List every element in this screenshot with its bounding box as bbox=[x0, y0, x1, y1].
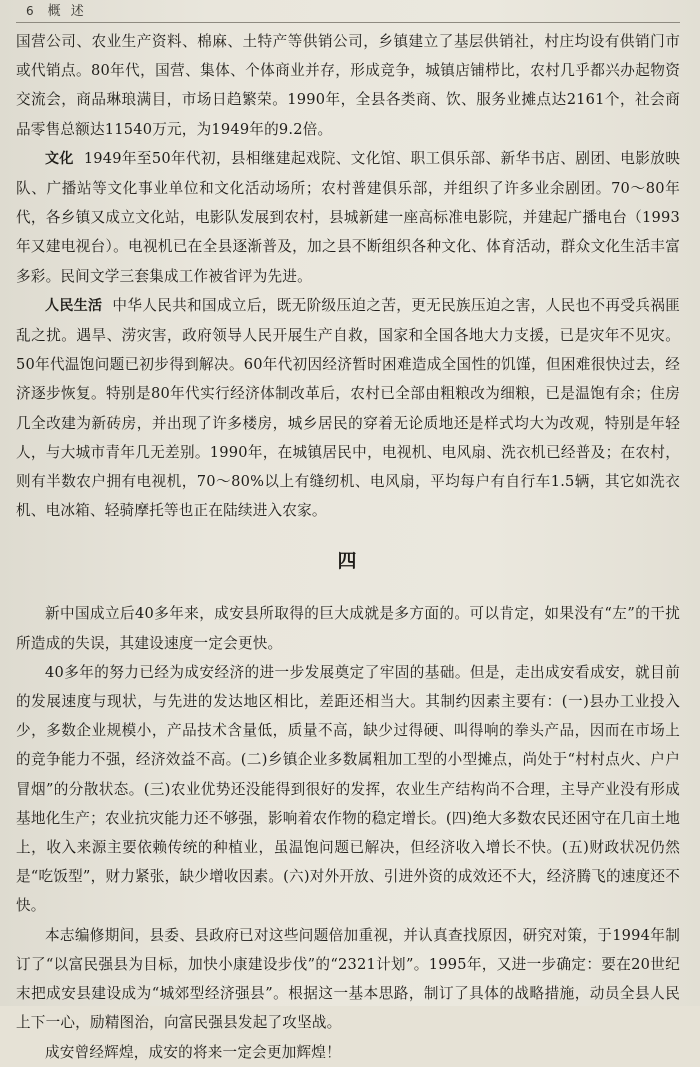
paragraph-lead: 人民生活 bbox=[45, 297, 103, 314]
paragraph-commerce bbox=[16, 27, 680, 144]
paragraph-text: 1949年至50年代初，县相继建起戏院、文化馆、职工俱乐部、新华书店、剧团、电影放映队、广播站等文化事业单位和文化活动场所；农村普建俱乐部，并组织了许多业余剧团。70～80年代，各乡镇又成立文化站，电影队发展到农村，县城新建一座高标准电影院，并建起广播电台（1993年又建电视台）。电视机已在全县逐渐普及，加之县不断组织各种文化、体育活动，群众文化生活丰富多彩。民间文学三套集成工作被省评为先进。 bbox=[16, 149, 680, 285]
paragraph-lead: 文化 bbox=[45, 150, 74, 167]
paragraph-livelihood bbox=[16, 291, 680, 526]
section-title: 概 述 bbox=[47, 4, 87, 19]
paragraph-plan: 本志编修期间，县委、县政府已对这些问题倍加重视，并认真查找原因，研究对策，于1994年制订了“以富民强县为目标，加快小康建设步伐”的“2321计划”。1995年，又进一步确定：要在20世纪末把成安县建设成为“城郊型经济强县”。根据这一基本思路，制订了具体的战略措施，动员全县人民上下一心，励精图治，向富民强县发起了攻坚战。 bbox=[16, 926, 680, 1032]
paragraph-text: 国营公司、农业生产资料、棉麻、土特产等供销公司，乡镇建立了基层供销社，村庄均设有供销门市或代销点。80年代，国营、集体、个体商业并存，形成竞争，城镇店铺栉比，农村几乎都兴办起物资交流会，商品琳琅满目，市场日趋繁荣。1990年，全县各类商、饮、服务业摊点达2161个，社会商品零售总额达11540万元，为1949年的9.2倍。 bbox=[16, 33, 680, 138]
paragraph-constraints: 40多年的努力已经为成安经济的进一步发展奠定了牢固的基础。但是，走出成安看成安，就目前的发展速度与现状，与先进的发达地区相比，差距还相当大。其制约因素主要有：(一)县办工业投入少，多数企业规模小，产品技术含量低，质量不高，缺少过得硬、叫得响的拳头产品，因而在市场上的竞争能力不强，经济效益不高。(二)乡镇企业多数属粗加工型的小型摊点，尚处于“村村点火、户户冒烟”的分散状态。(三)农业优势还没能得到很好的发挥，农业生产结构尚不合理，主导产业没有形成基地化生产；农业抗灾能力还不够强，影响着农作物的稳定增长。(四)绝大多数农民还困守在几亩土地上，收入来源主要依赖传统的种植业，虽温饱问题已解决，但经济收入增长不快。(五)财政状况仍然是“吃饭型”，财力紧张，缺少增收因素。(六)对外开放、引进外资的成效还不大，经济腾飞的速度还不快。 bbox=[16, 663, 680, 915]
running-head bbox=[16, 0, 680, 23]
section-number: 四 bbox=[337, 550, 359, 573]
paragraph-culture bbox=[16, 144, 680, 291]
paragraph-achievements: 新中国成立后40多年来，成安县所取得的巨大成就是多方面的。可以肯定，如果没有“左”的干扰所造成的失误，其建设速度一定会更快。 bbox=[16, 605, 680, 652]
page-number: 6 bbox=[26, 4, 34, 18]
paragraph-closing: 成安曾经辉煌，成安的将来一定会更加辉煌！ bbox=[45, 1043, 341, 1061]
paragraph-text: 中华人民共和国成立后，既无阶级压迫之苦，更无民族压迫之害，人民也不再受兵祸匪乱之扰。遇旱、涝灾害，政府领导人民开展生产自救，国家和全国各地大力支援，已是灾年不见灾。50年代温饱问题已初步得到解决。60年代初因经济暂时困难造成全国性的饥馑，但困难很快过去，经济逐步恢复。特别是80年代实行经济体制改革后，农村已全部由粗粮改为细粮，已是温饱有余；住房几全改建为新砖房，并出现了许多楼房，城乡居民的穿着无论质地还是样式均大为改观，特别是年轻人，与大城市青年几无差别。1990年，在城镇居民中，电视机、电风扇、洗衣机已经普及；在农村，则有半数农户拥有电视机，70～80%以上有缝纫机、电风扇，平均每户有自行车1.5辆，其它如洗衣机、电冰箱、轻骑摩托等也正在陆续进入农家。 bbox=[16, 296, 680, 520]
